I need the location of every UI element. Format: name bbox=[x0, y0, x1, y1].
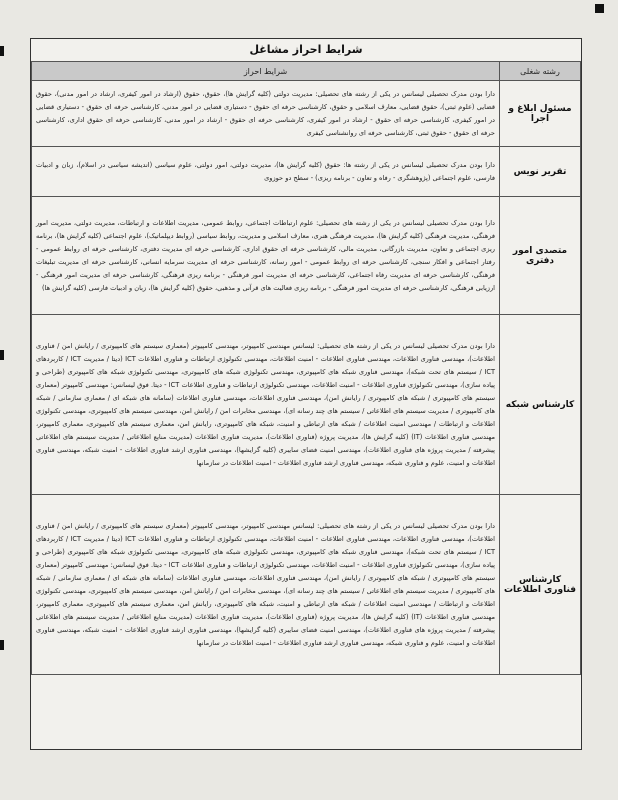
job-requirements: دارا بودن مدرک تحصیلی لیسانس در یکی از رشته های تحصیلی: لیسانس مهندسی کامپیوتر، مهندسی کامپیوتر (معماری سیستم های کامپیوتری / رایانش امن / فناوری اطلاعات)، مهندسی فناوری اطلاعات، مهندسی فناوری اطلاعات - امنیت اطلاعات، مهندسی تکنولوژی ارتباطات و فناوری اطلاعات ICT (دیتا / مدیریت ICT / کاربردهای ICT / سیستم های تحت شبکه)، مهندسی فناوری شبکه های کامپیوتری، مهندسی تکنولوژی شبکه های کامپیوتری، مهندسی تکنولوژی شبکه های کامپیوتری (طراحی و پیاده سازی)، مهندسی تکنولوژی فناوری اطلاعات - امنیت اطلاعات، مهندسی تکنولوژی ارتباطات و فناوری اطلاعات ICT - دیتا. فوق لیسانس: مهندسی کامپیوتر (معماری سیستم های کامپیوتری / شبکه های کامپیوتری / رایانش امن)، مهندسی فناوری اطلاعات، مهندسی فناوری اطلاعات (سامانه های شبکه ای / معماری سازمانی / شبکه های کامپیوتری / مدیریت سیستم های اطلاعاتی / سیستم های چند رسانه ای)، مهندسی مخابرات امن / رایانش امن، مهندسی سیستم های کامپیوتری، مهندسی تکنولوژی اطلاعات و ارتباطات / مهندسی امنیت اطلاعات / شبکه های ارتباطی و امنیت، شبکه های کامپیوتری، رایانش امن، معماری سیستم های کامپیوتری، معماری کامپیوتر، مهندسی فناوری اطلاعات (IT) (کلیه گرایش ها)، مدیریت پروژه (فناوری اطلاعات)، مدیریت فناوری اطلاعات (مدیریت منابع اطلاعاتی / مدیریت سیستم های اطلاعاتی پیشرفته / مدیریت پروژه های فناوری اطلاعات)، مهندسی امنیت فضای سایبری (کلیه گرایشها)، مهندسی فناوری ارشد فناوری اطلاعات - امنیت شبکه، مهندسی فناوری اطلاعات و امنیت، علوم و فناوری شبکه، مهندسی فناوری ارشد فناوری اطلاعات - امنیت اطلاعات در سازمانها bbox=[32, 495, 500, 675]
job-title: کارشناس فناوری اطلاعات bbox=[500, 495, 581, 675]
job-requirements: دارا بودن مدرک تحصیلی لیسانس در یکی از رشته های تحصیلی: مدیریت دولتی (کلیه گرایش ها)، حقوق، حقوق (ارشاد در امور کیفری، ارشاد در امور مدنی)، حقوق قضایی (علوم ثبتی)، حقوق قضایی، معارف اسلامی و حقوق، کارشناسی حرفه ای حقوق - دستیاری قضایی در امور مدنی، کارشناسی حرفه ای حقوق - دستیاری قضایی در امور کیفری، کارشناسی حرفه ای حقوق - ارشاد در امور کیفری، کارشناسی حرفه ای حقوق - ارشاد در امور مدنی، کارشناسی حرفه ای حقوق اداری، کارشناسی حرفه ای حقوق - حقوق ثبتی، کارشناسی حرفه ای روانشناسی کیفری bbox=[32, 81, 500, 147]
job-requirements: دارا بودن مدرک تحصیلی لیسانس در یکی از رشته های تحصیلی: علوم ارتباطات اجتماعی، روابط عمومی، مدیریت اطلاعات و ارتباطات، مدیریت دولتی، مدیریت امور فرهنگی، مدیریت فرهنگی (کلیه گرایش ها)، مدیریت فرهنگی هنری، معارف اسلامی و مدیریت، روابط سیاسی (روابط دیپلماتیک)، علوم اجتماعی (کلیه گرایش ها)، برنامه ریزی اجتماعی و تعاون، مدیریت بازرگانی، مدیریت مالی، کارشناسی حرفه ای حقوق اداری، کارشناسی حرفه ای مدیریت دفتری، کارشناسی حرفه ای روابط عمومی - رفتار اجتماعی و افکار سنجی، کارشناسی حرفه ای روابط عمومی - امور رسانه، کارشناسی حرفه ای مدیریت سرمایه انسانی، کارشناسی حرفه ای مدیریت تبلیغات فرهنگی، کارشناسی حرفه ای مدیریت رفاه اجتماعی، کارشناسی حرفه ای مدیریت امور فرهنگی - برنامه ریزی فرهنگی، کارشناسی حرفه ای مدیریت امور فرهنگی - ارزیابی فرهنگی، کارشناسی حرفه ای مدیریت امور فرهنگی - برنامه ریزی فعالیت های قرآنی و مذهبی، حقوق (کلیه گرایش ها)، زبان و ادبیات فارسی (کلیه گرایش ها) bbox=[32, 197, 500, 315]
table-row bbox=[32, 147, 581, 197]
table-row bbox=[32, 495, 581, 675]
job-title: متصدی امور دفتری bbox=[500, 197, 581, 315]
table-row bbox=[32, 315, 581, 495]
scan-mark-left bbox=[0, 46, 4, 56]
header-requirements: شرایط احراز bbox=[32, 62, 500, 81]
job-requirements: دارا بودن مدرک تحصیلی لیسانس در یکی از رشته های تحصیلی: لیسانس مهندسی کامپیوتر، مهندسی کامپیوتر (معماری سیستم های کامپیوتری / رایانش امن / فناوری اطلاعات)، مهندسی فناوری اطلاعات، مهندسی فناوری اطلاعات - امنیت اطلاعات، مهندسی تکنولوژی ارتباطات و فناوری اطلاعات ICT (دیتا / مدیریت ICT / کاربردهای ICT / سیستم های تحت شبکه)، مهندسی فناوری شبکه های کامپیوتری، مهندسی تکنولوژی شبکه های کامپیوتری، مهندسی تکنولوژی شبکه های کامپیوتری (طراحی و پیاده سازی)، مهندسی تکنولوژی فناوری اطلاعات - امنیت اطلاعات، مهندسی تکنولوژی ارتباطات و فناوری اطلاعات ICT - دیتا. فوق لیسانس: مهندسی کامپیوتر (معماری سیستم های کامپیوتری / شبکه های کامپیوتری / رایانش امن)، مهندسی فناوری اطلاعات، مهندسی فناوری اطلاعات (سامانه های شبکه ای / معماری سازمانی / شبکه های کامپیوتری / مدیریت سیستم های اطلاعاتی / سیستم های چند رسانه ای)، مهندسی مخابرات امن / رایانش امن، مهندسی سیستم های کامپیوتری، مهندسی تکنولوژی اطلاعات و ارتباطات / مهندسی امنیت اطلاعات / شبکه های ارتباطی و امنیت، شبکه های کامپیوتری، رایانش امن، معماری سیستم های کامپیوتری، معماری کامپیوتر، مهندسی فناوری اطلاعات (IT) (کلیه گرایش ها)، مدیریت پروژه (فناوری اطلاعات)، مدیریت فناوری اطلاعات (مدیریت منابع اطلاعاتی / مدیریت سیستم های اطلاعاتی پیشرفته / مدیریت پروژه های فناوری اطلاعات)، مهندسی امنیت فضای سایبری (کلیه گرایشها)، مهندسی فناوری ارشد فناوری اطلاعات - امنیت شبکه، مهندسی فناوری اطلاعات و امنیت، علوم و فناوری شبکه، مهندسی فناوری ارشد فناوری اطلاعات - امنیت اطلاعات در سازمانها bbox=[32, 315, 500, 495]
scan-mark-left bbox=[0, 640, 4, 650]
job-requirements-table bbox=[31, 61, 581, 675]
job-title: کارشناس شبکه bbox=[500, 315, 581, 495]
document-page bbox=[30, 38, 582, 750]
table-row bbox=[32, 81, 581, 147]
document-title: شرایط احراز مشاغل bbox=[249, 43, 363, 56]
job-title: مسئول ابلاغ و اجرا bbox=[500, 81, 581, 147]
scan-mark-left bbox=[0, 350, 4, 360]
table-header-row bbox=[32, 62, 581, 81]
header-job: رشته شغلی bbox=[500, 62, 581, 81]
table-row bbox=[32, 197, 581, 315]
job-title: تقریر نویس bbox=[500, 147, 581, 197]
job-requirements: دارا بودن مدرک تحصیلی لیسانس در یکی از رشته ها: حقوق (کلیه گرایش ها)، مدیریت دولتی، امور دولتی، علوم سیاسی (اندیشه سیاسی در اسلام)، زبان و ادبیات فارسی، علوم اجتماعی (پژوهشگری - رفاه و تعاون - برنامه ریزی) - سطح دو حوزوی bbox=[32, 147, 500, 197]
scan-mark-top-right bbox=[595, 4, 604, 13]
